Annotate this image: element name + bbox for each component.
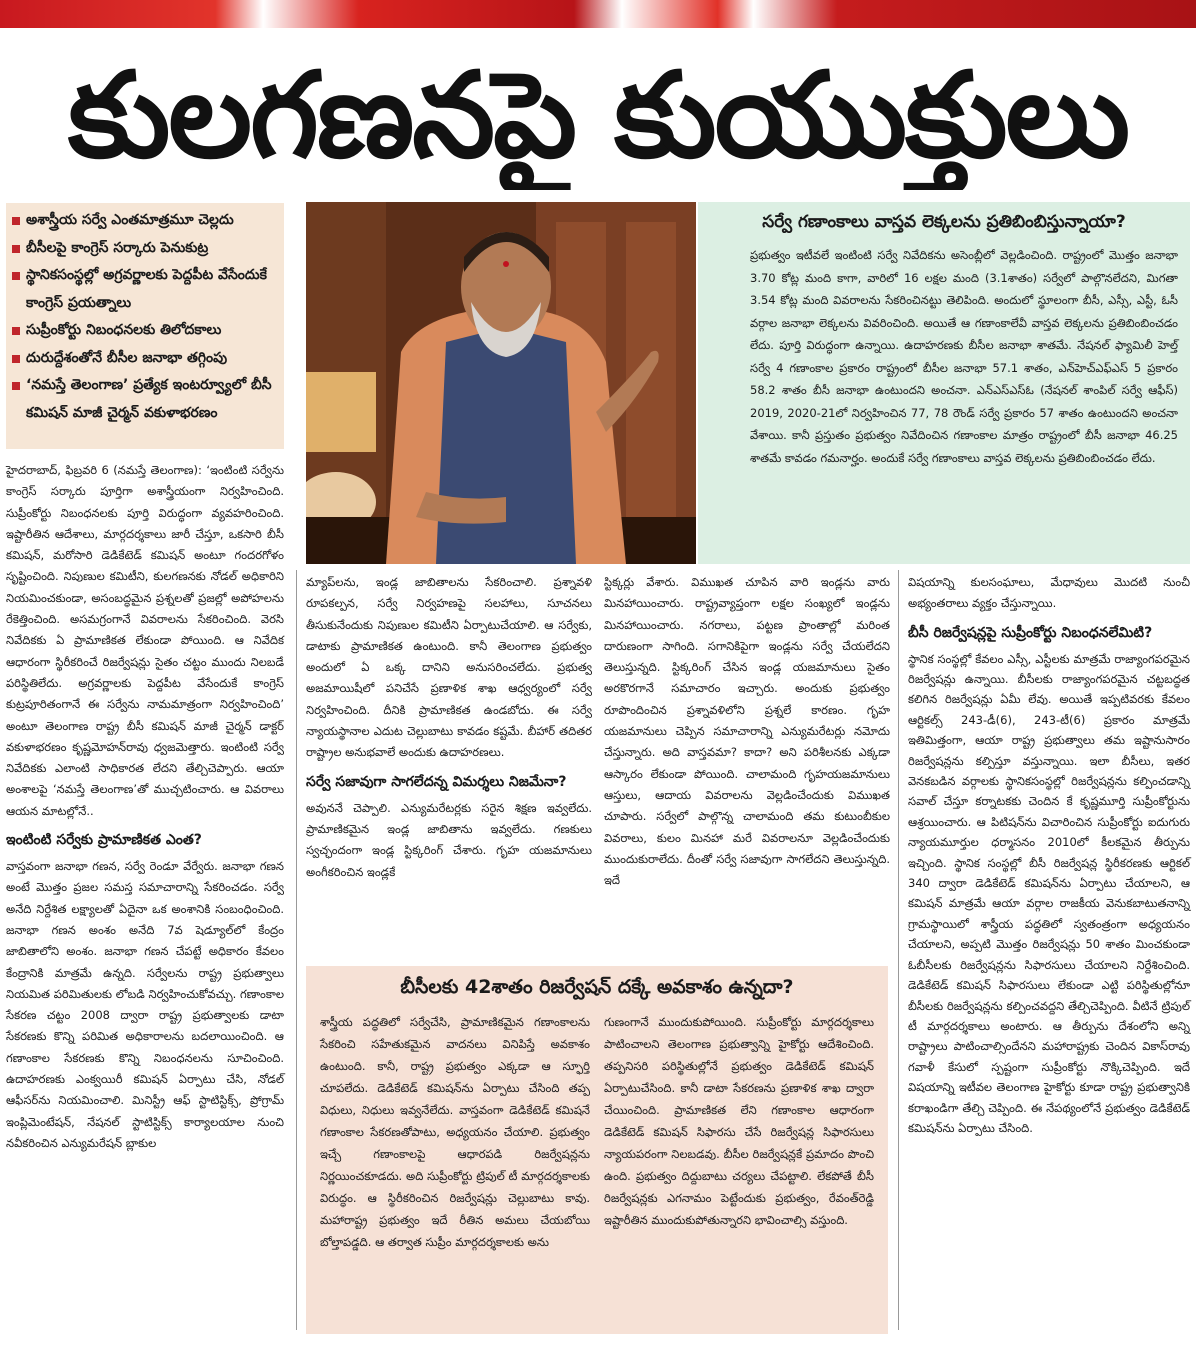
column-1 [6, 460, 284, 1154]
highlight-item: సుప్రీంకోర్టు నిబంధనలకు తిలోదకాలు [12, 317, 278, 345]
column-1-subhead: ఇంటింటి సర్వేకు ప్రామాణికత ఎంత? [6, 832, 202, 849]
column-1-body: వాస్తవంగా జనాభా గణన, సర్వే రెండూ వేర్వేరు. జనాభా గణన అంటే మొత్తం ప్రజల సమస్త సమాచారాన్ని సేకరించడం. సర్వే అనేది నిర్దేశిత లక్ష్యాలతో ఏదైనా ఒక అంశానికి సంబంధించింది. జనాభా గణన అంశం అనేది 7వ షెడ్యూల్‌లో కేంద్రం జాబితాలోని అంశం. జనాభా గణన చేపట్టే అధికారం కేవలం కేంద్రానికి మాత్రమే ఉన్నది. సర్వేలను రాష్ట్ర ప్రభుత్వాలు నియమిత పరిమితులకు లోబడి నిర్వహించుకోవచ్చు. గణాంకాల సేకరణ చట్టం 2008 ద్వారా రాష్ట్ర ప్రభుత్వాలకు డాటా సేకరణకు కొన్ని పరిమిత అధికారాలను బదలాయించింది. ఆ గణాంకాల సేకరణకు కొన్ని నిబంధనలను సూచించింది. ఉదాహరణకు ఎంక్వయిరీ కమిషన్ ఏర్పాటు చేసి, నోడల్ ఆఫీసర్‌ను నియమించాలి. మినిస్ట్రీ ఆఫ్ స్టాటిస్టిక్స్, ప్రోగ్రామ్ ఇంప్లిమెంటేషన్, నేషనల్ స్టాటిస్టిక్స్ కార్యాలయాల నుంచి నవీకరించిన ఎన్యుమరేషన్ బ్లాకుల [6, 859, 284, 1150]
reservation-box-right: గుణంగానే ముందుకుపోయింది. సుప్రీంకోర్టు మార్గదర్శకాలు పాటించాలని తెలంగాణ ప్రభుత్వాన్ని హైకోర్టు ఆదేశించింది. తప్పనిసరి పరిస్థితుల్లోనే ప్రభుత్వం డెడికేటెడ్ కమిషన్ ఏర్పాటుచేసింది. కానీ డాటా సేకరణను ప్రణాళిక శాఖ ద్వారా చేయించింది. ప్రామాణికత లేని గణాంకాల ఆధారంగా డెడికేటెడ్ కమిషన్ సిఫారసు చేసే రిజర్వేషన్ల సిఫారసులు న్యాయపరంగా నిలబడవు. బీసీల రిజర్వేషన్లకే ప్రమాదం పొంచి ఉంది. ప్రభుత్వం దిద్దుబాటు చర్యలు చేపట్టాలి. లేకపోతే బీసీ రిజర్వేషన్లకు ఎగనామం పెట్టేందుకు ప్రభుత్వం, రేవంత్‌రెడ్డి ఇష్టారీతిన ముందుకుపోతున్నారని భావించాల్సి వస్తుంది. [604, 1015, 874, 1227]
reservation-box-left: శాస్త్రీయ పద్ధతిలో సర్వేచేసి, ప్రామాణికమైన గణాంకాలను సేకరించి సహేతుకమైన వాదనలు వినిపిస్తే అవకాశం ఉంటుంది. కానీ, రాష్ట్ర ప్రభుత్వం ఎక్కడా ఆ స్ఫూర్తి చూపలేదు. డెడికేటెడ్ కమిషన్‌ను ఏర్పాటు చేసింది తప్ప విధులు, నిధులు ఇవ్వనేలేదు. వాస్తవంగా డెడికేటెడ్ కమిషనే గణాంకాల సేకరణతోపాటు, అధ్యయనం చేయాలి. ప్రభుత్వం ఇచ్చే గణాంకాలపై ఆధారపడి రిజర్వేషన్లను నిర్ణయించకూడదు. అది సుప్రీంకోర్టు ట్రిపుల్ టీ మార్గదర్శకాలకు విరుద్ధం. ఆ స్థిరీకరించిన రిజర్వేషన్లు చెల్లుబాటు కావు. మహారాష్ట్ర ప్రభుత్వం ఇదే రీతిన అమలు చేయబోయి బోల్తాపడ్డది. ఆ తర్వాత సుప్రీం మార్గదర్శకాలకు అను [320, 1015, 590, 1249]
column-4 [908, 572, 1190, 1138]
reservation-box [306, 966, 888, 1334]
column-4-subhead: బీసీ రిజర్వేషన్లపై సుప్రీంకోర్టు నిబంధనలేమిటి? [908, 624, 1153, 641]
column-3 [604, 572, 890, 891]
interview-photo [306, 202, 696, 564]
column-2-body: మ్యాప్‌లను, ఇండ్ల జాబితాలను సేకరించాలి. ప్రశ్నావళి రూపకల్పన, సర్వే నిర్వహణపై సలహాలు, సూచనలు తీసుకునేందుకు నిపుణుల కమిటీని ఏర్పాటుచేయాలి. ఆ సర్వేకు, డాటాకు ప్రామాణికత ఉంటుంది. కానీ తెలంగాణ ప్రభుత్వం అందులో ఏ ఒక్క దానిని అనుసరించలేదు. ప్రభుత్వ అజమాయిషీలో పనిచేసే ప్రణాళిక శాఖ ఆధ్వర్యంలో సర్వే నిర్వహించింది. దీనికి ప్రామాణికత ఉండబోదు. ఈ సర్వే న్యాయస్థానాల ఎదుట చెల్లుబాటు కావడం కష్టమే. బీహార్ తదితర రాష్ట్రాల అనుభవాలే అందుకు ఉదాహరణలు. [306, 575, 592, 760]
column-1-intro: హైదరాబాద్, ఫిబ్రవరి 6 (నమస్తే తెలంగాణ): ‘ఇంటింటి సర్వేను కాంగ్రెస్ సర్కారు పూర్తిగా అశాస్త్రీయంగా నిర్వహించింది. సుప్రీంకోర్టు నిబంధనలకు పూర్తి విరుద్ధంగా వ్యవహరించింది. ఇష్టారీతిన ఆదేశాలు, మార్గదర్శకాలు జారీ చేస్తూ, ఒకసారి బీసీ కమిషన్, మరోసారి డెడికేటెడ్ కమిషన్ అంటూ గందరగోళం సృష్టించింది. నిపుణుల కమిటీని, కులగణనకు నోడల్ అధికారిని నియమించకుండా, అసంబద్ధమైన ప్రశ్నలతో ప్రజల్లో అపోహలను రేకెత్తించింది. అసమగ్రంగానే వివరాలను సేకరించింది. వెరసి నివేదికకు ఏ ప్రామాణికత లేకుండా పోయింది. ఆ నివేదిక ఆధారంగా స్థిరీకరించే రిజర్వేషన్లు సైతం చట్టం ముందు నిలబడే పరిస్థితిలేదు. అగ్రవర్ణాలకు పెద్దపీట వేసేందుకే కాంగ్రెస్ కుట్రపూరితంగానే ఈ సర్వేను నామమాత్రంగా నిర్వహించింది’ అంటూ తెలంగాణ రాష్ట్ర బీసీ కమిషన్ మాజీ చైర్మన్ డాక్టర్ వకుళాభరణం కృష్ణమోహన్‌రావు ధ్వజమెత్తారు. ఇంటింటి సర్వే నివేదికకు ఎలాంటి సాధికారత లేదని తేల్చిచెప్పారు. ఆయా అంశాలపై ‘నమస్తే తెలంగాణ’తో ముచ్చటించారు. ఆ వివరాలు ఆయన మాటల్లోనే.. [6, 463, 284, 818]
highlights-box [6, 203, 284, 449]
column-2-body-2: అవుననే చెప్పాలి. ఎన్యుమరేటర్లకు సరైన శిక్షణ ఇవ్వలేదు. ప్రామాణికమైన ఇండ్ల జాబితాను ఇవ్వలేదు. గణకులు స్వచ్ఛందంగా ఇండ్ల స్టిక్కరింగ్ చేశారు. గృహ యజమానులు అంగీకరించిన ఇండ్లకే [306, 800, 592, 879]
person-portrait-illustration [306, 202, 696, 564]
reservation-box-title: బీసీలకు 42శాతం రిజర్వేషన్ దక్కే అవకాశం ఉన్నదా? [400, 976, 794, 998]
highlight-item: దురుద్దేశంతోనే బీసీల జనాభా తగ్గింపు [12, 345, 278, 373]
column-2 [306, 572, 592, 883]
column-4-body: విషయాన్ని కులసంఘాలు, మేధావులు మొదటి నుంచీ అభ్యంతరాలు వ్యక్తం చేస్తున్నాయి. [908, 575, 1190, 611]
highlight-item: స్థానికసంస్థల్లో అగ్రవర్ణాలకు పెద్దపీట వేసేందుకే కాంగ్రెస్ ప్రయత్నాలు [12, 262, 278, 317]
column-4-body-2: స్థానిక సంస్థల్లో కేవలం ఎస్సీ, ఎస్టీలకు మాత్రమే రాజ్యాంగపరమైన రిజర్వేషన్లు ఉన్నాయి. బీసీలకు రాజ్యాంగపరమైన చట్టబద్ధత కలిగిన రిజర్వేషన్లు ఏమీ లేవు. అయితే ఇప్పటివరకు కేవలం ఆర్టికల్స్ 243-డీ(6), 243-టీ(6) ప్రకారం మాత్రమే ఇతిమిత్తంగా, ఆయా రాష్ట్ర ప్రభుత్వాలు తమ ఇష్టానుసారం రిజర్వేషన్లను కల్పిస్తూ వస్తున్నాయి. ఇలా బీసీలు, ఇతర వెనకబడిన వర్గాలకు స్థానికసంస్థల్లో రిజర్వేషన్లను కల్పించడాన్ని సవాల్ చేస్తూ కర్నాటకకు చెందిన కే కృష్ణమూర్తి సుప్రీంకోర్టును ఆశ్రయించారు. ఆ పిటిషన్‌ను విచారించిన సుప్రీంకోర్టు ఐదుగురు న్యాయమూర్తుల ధర్మాసనం 2010లో కీలకమైన తీర్పును ఇచ్చింది. స్థానిక సంస్థల్లో బీసీ రిజర్వేషన్ల స్థిరీకరణకు ఆర్టికల్ 340 ద్వారా డెడికేటెడ్ కమిషన్‌ను ఏర్పాటు చేయాలని, ఆ కమిషన్ మాత్రమే ఆయా వర్గాల రాజకీయ వెనుకబాటుతనాన్ని గ్రామస్థాయిలో శాస్త్రీయ పద్ధతిలో స్వతంత్రంగా అధ్యయనం చేయాలని, అప్పటి మొత్తం రిజర్వేషన్లు 50 శాతం మించకుండా ఓబీసీలకు రిజర్వేషన్లను సిఫారసులు చేయాలని నిర్దేశించింది. డెడికేటెడ్ కమిషన్ సిఫారసులు లేకుండా ఎట్టి పరిస్థితుల్లోనూ బీసీలకు రిజర్వేషన్లను కల్పించవద్దని తేల్చిచెప్పింది. వీటినే ట్రిపుల్ టీ మార్గదర్శకాలు అంటారు. ఆ తీర్పును దేశంలోని అన్ని రాష్ట్రాలు పాటించాల్సిందేనని మహారాష్ట్రకు చెందిన వికాస్‌రావు గవాళీ కేసులో స్పష్టంగా సుప్రీంకోర్టు నొక్కిచెప్పింది. ఇదే విషయాన్ని ఇటీవల తెలంగాణ హైకోర్టు కూడా రాష్ట్ర ప్రభుత్వానికి కరాఖండిగా తేల్చి చెప్పింది. ఈ నేపథ్యంలోనే ప్రభుత్వం డెడికేటెడ్ కమిషన్‌ను ఏర్పాటు చేసింది. [908, 651, 1190, 1135]
column-divider [898, 570, 899, 1330]
column-3-body: స్టిక్కర్లు వేశారు. విముఖత చూపిన వారి ఇండ్లను వారు మినహాయించారు. రాష్ట్రవ్యాప్తంగా లక్షల సంఖ్యలో ఇండ్లను మినహాయించారు. నగరాలు, పట్టణ ప్రాంతాల్లో మరింత దారుణంగా సాగింది. సగానికిపైగా ఇండ్లను సర్వే చేయలేదని తెలుస్తున్నది. స్టిక్కరింగ్ చేసిన ఇండ్ల యజమానులు సైతం అరకొరగానే సమాచారం ఇచ్చారు. అందుకు ప్రభుత్వం రూపొందించిన ప్రశ్నావళిలోని ప్రశ్నలే కారణం. గృహ యజమానులు చెప్పిన సమాచారాన్ని ఎన్యుమరేటర్లు నమోదు చేస్తున్నారు. అది వాస్తవమా? కాదా? అని పరిశీలనకు ఎక్కడా ఆస్కారం లేకుండా పోయింది. చాలామంది గృహయజమానులు ఆస్తులు, ఆదాయ వివరాలను వెల్లడించేందుకు విముఖత చూపారు. సర్వేలో పాల్గొన్న చాలామంది తమ కుటుంబీకుల వివరాలు, కులం మినహా మరే వివరాలనూ వెల్లడించేందుకు ముందుకురాలేదు. దీంతో సర్వే సజావుగా సాగలేదని తెలుస్తున్నది. ఇదే [604, 575, 890, 888]
column-divider [296, 570, 297, 1330]
sidebar-title: సర్వే గణాంకాలు వాస్తవ లెక్కలను ప్రతిబింబిస్తున్నాయా? [762, 212, 1126, 232]
column-2-subhead: సర్వే సజావుగా సాగలేదన్న విమర్శలు నిజమేనా? [306, 773, 567, 790]
sidebar-text: ప్రభుత్వం ఇటీవలే ఇంటింటి సర్వే నివేదికను అసెంబ్లీలో వెల్లడించింది. రాష్ట్రంలో మొత్తం జనాభా 3.70 కోట్ల మంది కాగా, వారిలో 16 లక్షల మంది (3.1శాతం) సర్వేలో పాల్గొనలేదని, మిగతా 3.54 కోట్ల మంది వివరాలను సేకరించినట్టు తెలిపింది. అందులో స్థూలంగా బీసీ, ఎస్సీ, ఎస్టీ, ఓసీ వర్గాల జనాభా లెక్కలను వివరించింది. అయితే ఆ గణాంకాలేవీ వాస్తవ లెక్కలను ప్రతిబింబించడం లేదు. పూర్తి విరుద్ధంగా ఉన్నాయి. ఉదాహరణకు బీసీల జనాభా శాతమే. నేషనల్ ఫ్యామిలీ హెల్త్ సర్వే 4 గణాంకాల ప్రకారం రాష్ట్రంలో బీసీల జనాభా 57.1 శాతం, ఎన్‌హెచ్‌ఎఫ్‌ఎస్ 5 ప్రకారం 58.2 శాతం బీసీ జనాభా ఉంటుందని అంచనా. ఎన్ఎస్ఎస్ఓ (నేషనల్ శాంపిల్ సర్వే ఆఫీస్) 2019, 2020-21లో నిర్వహించిన 77, 78 రౌండ్ సర్వే ప్రకారం 57 శాతం ఉంటుందని అంచనా వేశాయి. కానీ ప్రస్తుతం ప్రభుత్వం నివేదించిన గణాంకాల మాత్రం రాష్ట్రంలో బీసీ జనాభా 46.25 శాతమే కావడం గమనార్హం. అందుకే సర్వే గణాంకాలు వాస్తవ లెక్కలను ప్రతిబింబించడం లేదు. [750, 248, 1178, 465]
sidebar-box [698, 202, 1190, 564]
top-banner-strip [0, 0, 1196, 28]
headline: కులగణనపై కుయుక్తులు [67, 46, 1129, 184]
highlight-item: అశాస్త్రీయ సర్వే ఎంతమాత్రమూ చెల్లదు [12, 207, 278, 235]
highlight-item: బీసీలపై కాంగ్రెస్ సర్కారు పెనుకుట్ర [12, 235, 278, 263]
highlight-item: ‘నమస్తే తెలంగాణ’ ప్రత్యేక ఇంటర్వ్యూలో బీసీ కమిషన్ మాజీ చైర్మన్ వకుళాభరణం [12, 372, 278, 427]
